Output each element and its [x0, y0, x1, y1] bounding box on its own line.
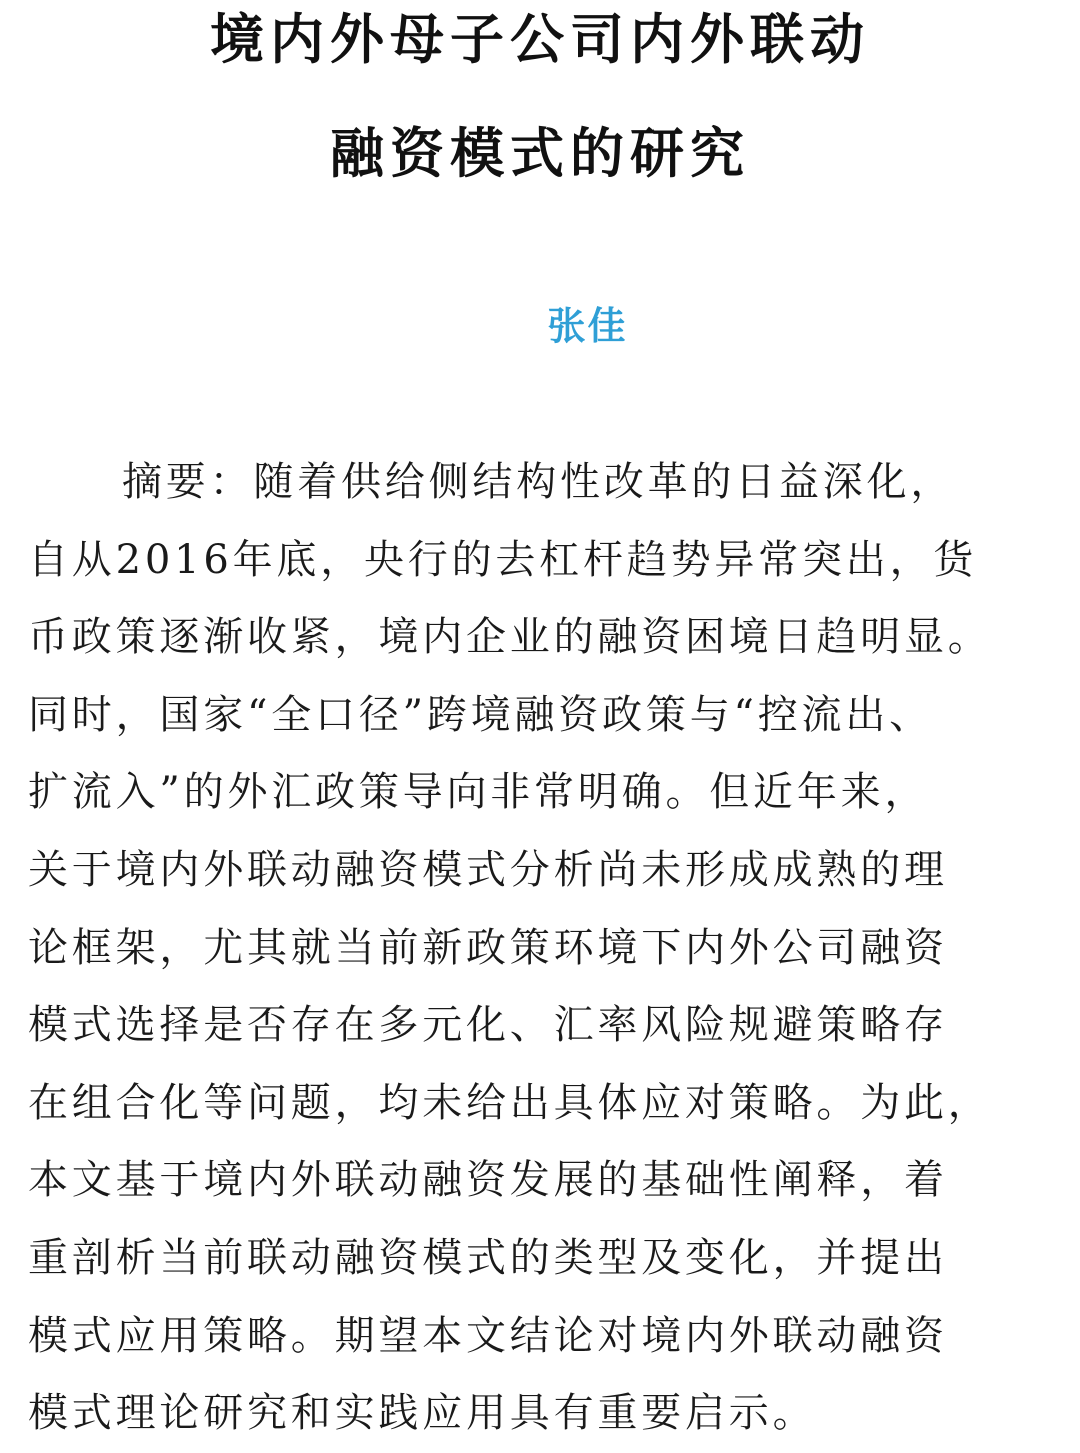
abstract-paragraph	[28, 444, 1052, 1453]
abstract-line: 模式应用策略。期望本文结论对境内外联动融资	[28, 1312, 948, 1359]
abstract-line: 关于境内外联动融资模式分析尚未形成成熟的理	[28, 846, 948, 893]
abstract-line: 同时，国家“全口径”跨境融资政策与“控流出、	[28, 691, 933, 738]
abstract-line: 重剖析当前联动融资模式的类型及变化，并提出	[28, 1234, 948, 1281]
author-name: 张佳	[547, 304, 628, 348]
title-line-1: 境内外母子公司内外联动	[210, 7, 870, 71]
abstract-line: 自从2016年底，央行的去杠杆趋势异常突出，货	[28, 536, 978, 583]
abstract-line: 论框架，尤其就当前新政策环境下内外公司融资	[28, 924, 948, 971]
abstract-line: 模式理论研究和实践应用具有重要启示。	[28, 1390, 817, 1437]
abstract-line: 扩流入”的外汇政策导向非常明确。但近年来，	[28, 769, 929, 816]
abstract-line: 在组合化等问题，均未给出具体应对策略。为此，	[28, 1079, 992, 1126]
abstract-line: 币政策逐渐收紧，境内企业的融资困境日趋明显。	[28, 614, 992, 661]
abstract-line: 模式选择是否存在多元化、汇率风险规避策略存	[28, 1002, 948, 1049]
abstract-line: 摘要：随着供给侧结构性改革的日益深化，	[122, 459, 955, 505]
abstract-line: 本文基于境内外联动融资发展的基础性阐释，着	[28, 1157, 948, 1204]
title-line-2: 融资模式的研究	[330, 121, 750, 185]
